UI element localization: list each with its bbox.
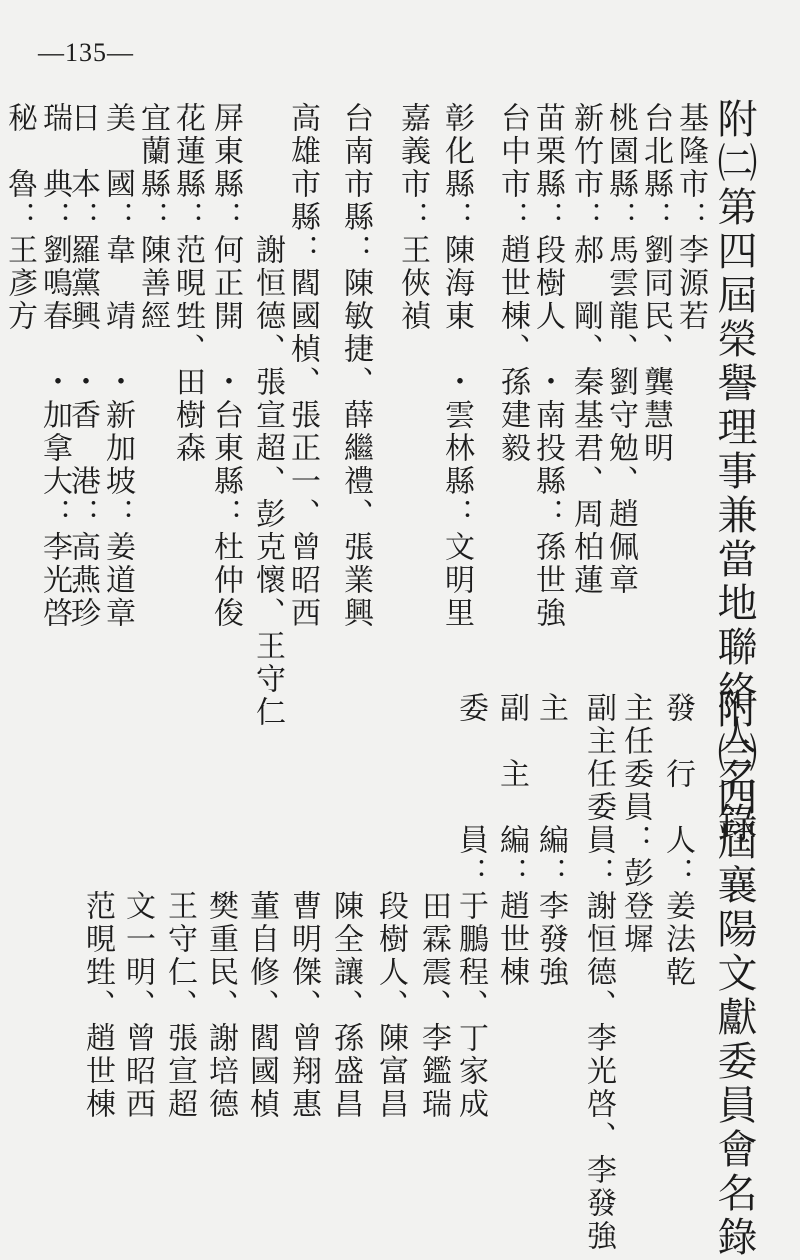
appendix3-entry: 文一明、曾昭西 bbox=[120, 692, 155, 1121]
appendix3-entry: 曹明傑、曾翔惠 bbox=[286, 692, 321, 1121]
appendix3-entry: 副主任委員：謝恒德、李光啓、李發強 bbox=[581, 692, 616, 1253]
appendix2-entry: 台北縣：劉同民、龔慧明 bbox=[638, 102, 673, 465]
appendix3-entry: 委 員：于鵬程、丁家成 bbox=[453, 692, 488, 1121]
appendix2-entry: 台中市：趙世棟、孫建毅 bbox=[495, 102, 530, 465]
appendix2-entry: 台南市縣：陳敏捷、薛繼禮、張業興 bbox=[338, 102, 373, 630]
appendix2-entry: 屏東縣：何正開 ・台東縣：杜仲俊 bbox=[208, 102, 243, 630]
appendix3-entry: 段樹人、陳富昌 bbox=[373, 692, 408, 1121]
appendix2-entry: 彰化縣：陳海東 ・雲林縣：文明里 bbox=[439, 102, 474, 630]
page-number: —135— bbox=[38, 38, 134, 67]
appendix3-entry: 陳全讓、孫盛昌 bbox=[328, 692, 363, 1121]
appendix3-entry: 范晛甡、趙世棟 bbox=[80, 692, 115, 1121]
appendix2-entry: 苗栗縣：段樹人 ・南投縣：孫世強 bbox=[530, 102, 565, 630]
appendix2-entry: 基隆市：李源若 bbox=[673, 102, 708, 333]
appendix2-entry: 瑞 典：劉鳴春 ・加拿大：李光啓 bbox=[37, 102, 72, 630]
appendix2-entry: 花蓮縣：范晛甡、田樹森 bbox=[170, 102, 205, 465]
appendix3-entry: 樊重民、謝培德 bbox=[203, 692, 238, 1121]
appendix2-entry: 秘 魯：王彥方 bbox=[2, 102, 37, 333]
appendix3-entry: 主 編：李發強 bbox=[533, 692, 568, 989]
appendix2-title: 附㈡第四屆榮譽理事兼當地聯絡人名錄 bbox=[711, 98, 757, 846]
appendix3-entry: 董自修、閻國楨 bbox=[244, 692, 279, 1121]
appendix2-entry: 新竹市：郝 剛、秦基君、周柏蓮 bbox=[568, 102, 603, 597]
appendix2-entry: 宜蘭縣：陳善經 bbox=[135, 102, 170, 333]
appendix3-title: 附㈢四屆襄陽文獻委員會名錄 bbox=[711, 688, 757, 1260]
appendix2-entry: 美 國：韋 靖 ・新加坡：姜道章 bbox=[100, 102, 135, 630]
appendix2-entry: 高雄市縣：閻國楨、張正一、曾昭西 bbox=[285, 102, 320, 630]
appendix3-entry: 發 行 人：姜法乾 bbox=[660, 692, 695, 989]
appendix2-entry: 謝恒德、張宣超、彭克懷、王守仁 bbox=[250, 102, 285, 729]
appendix3-entry: 田霖震、李鑑瑞 bbox=[416, 692, 451, 1121]
appendix2-entry: 桃園縣：馬雲龍、劉守勉、趙佩章 bbox=[603, 102, 638, 597]
appendix2-entry: 嘉義市：王俠禎 bbox=[395, 102, 430, 333]
appendix3-entry: 王守仁、張宣超 bbox=[162, 692, 197, 1121]
appendix3-entry: 主任委員：彭登墀 bbox=[618, 692, 653, 956]
appendix2-entry: 日 本：羅黨興 ・香 港：高燕珍 bbox=[65, 102, 100, 630]
appendix3-entry: 副 主 編：趙世棟 bbox=[494, 692, 529, 989]
